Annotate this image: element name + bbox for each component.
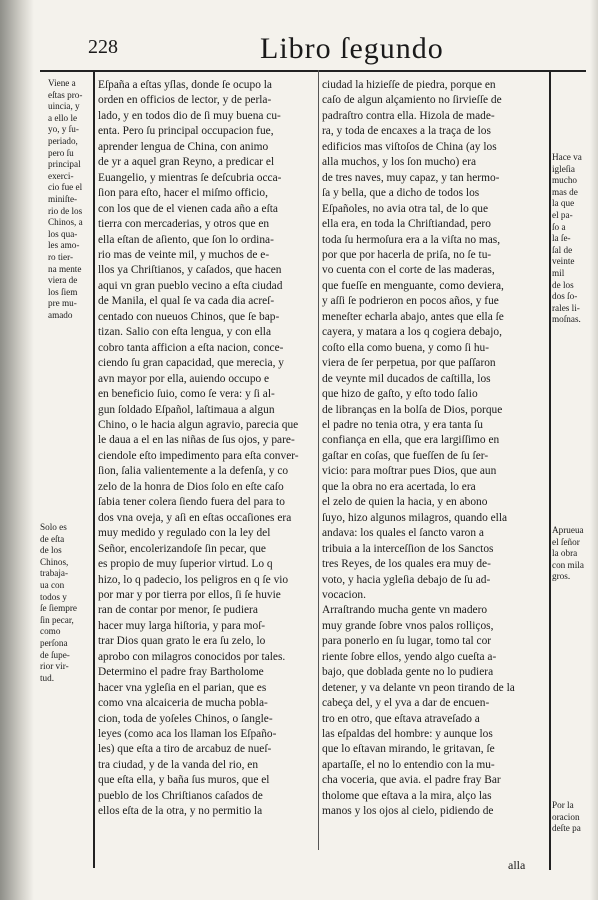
text-line: tholome que eſtava a la mira, alço las (322, 789, 492, 802)
margin-note-line: los ſiem (48, 286, 78, 297)
text-line: que la obra no era acertada, lo era (322, 480, 476, 493)
margin-note-line: pero ſu (48, 147, 74, 158)
text-line: Arraſtrando mucha gente vn madero (322, 604, 488, 617)
left-margin-rule (93, 70, 95, 868)
text-line: aqui vn gran pueblo vecino a eſta ciudad (98, 279, 283, 292)
text-line: vocacion. (322, 588, 366, 601)
text-line: hizo, lo q padecio, los peligros en q ſe vio (98, 573, 289, 586)
text-line: enta. Pero ſu principal occupacion fue, (98, 125, 274, 138)
header-rule (40, 70, 586, 72)
margin-note-line: mas de (552, 186, 578, 197)
text-line: centado con nueuos Chinos, que ſe bap- (98, 310, 280, 323)
text-line: ſabia tener colera ſiendo fuera del para to (98, 496, 285, 509)
margin-note-line: rior vir- (40, 661, 69, 672)
text-line: cayera, y matara a los q cogiera debajo, (322, 326, 502, 339)
margin-note-line: pre mu- (48, 298, 77, 309)
text-line: manos y los ojos al cielo, pidiendo de (322, 805, 494, 818)
text-line: bajo, que doblada gente no lo pudiera (322, 666, 494, 679)
margin-note-line: Hace va (552, 152, 582, 162)
text-line: trar Dios quan grato le era ſu zelo, lo (98, 635, 266, 648)
margin-note-line: dos ſo- (552, 291, 578, 302)
text-line: de yr a aquel gran Reyno, a predicar el (98, 156, 275, 169)
text-line: apartaſſe, el no lo entendio con la mu- (322, 758, 495, 771)
margin-note-line: gros. (552, 571, 571, 582)
text-line: meneſter echarla abajo, antes que ella ſe (322, 310, 504, 323)
margin-note-line: ua con (40, 579, 65, 590)
text-line: alla muchos, y los ſon mucho) era (322, 156, 477, 169)
margin-note-line: ſo a (552, 221, 566, 232)
margin-note-line: veinte (552, 256, 575, 267)
margin-note-right-top (552, 152, 594, 326)
page-number: 228 (88, 36, 118, 58)
text-line: hacer vna ygleſia en el parian, que es (98, 681, 267, 694)
running-head: Libro ſegundo (260, 32, 444, 65)
margin-note-line: de eſta (40, 533, 65, 544)
text-line: las eſpaldas del hombre: y aunque los (322, 728, 493, 741)
text-line: ciendo ſu gran capacidad, que merecia, y (98, 357, 284, 370)
text-line: que fueſſe en menguante, como deviera, (322, 279, 504, 292)
text-line: riente ſobre ellos, yendo algo cueſta a- (322, 650, 497, 663)
margin-note-right-middle (552, 525, 594, 583)
right-margin-rule (549, 70, 551, 870)
margin-note-line: Solo es (40, 522, 67, 532)
margin-note-line: les amo- (48, 240, 80, 251)
margin-note-line: ſin pecar, (40, 614, 74, 625)
text-line: hacer muy larga hiſtoria, y para moſ- (98, 619, 266, 632)
text-line: le daua a el en las niñas de ſus ojos, y pare- (98, 434, 295, 447)
text-line: cha voceria, que avia. el padre fray Bar (322, 774, 501, 787)
margin-note-line: la ſe- (552, 233, 571, 244)
margin-note-right-bottom (552, 800, 594, 835)
text-line: ſa y bella, que a dicho de todos los (322, 187, 480, 200)
text-line: para ponerlo en ſu lugar, tomo tal cor (322, 635, 492, 648)
margin-note-line: moſnas. (552, 314, 581, 325)
margin-note-line: ſal de (552, 244, 573, 255)
text-line: padraſtro contra ella. Hizola de made- (322, 109, 495, 122)
margin-note-line: deſte pa (552, 823, 581, 834)
margin-note-line: la que (552, 198, 575, 209)
margin-note-line: mil (552, 267, 565, 278)
margin-note-left-top (48, 78, 92, 321)
margin-note-line: Viene a (48, 78, 76, 88)
text-line: cion, toda de yoſeles Chinos, o ſangle- (98, 712, 273, 725)
margin-note-line: periado, (48, 135, 78, 146)
text-line: gun ſoldado Eſpañol, laſtimaua a algun (98, 403, 275, 416)
margin-note-line: principal (48, 159, 81, 170)
text-line: voto, y hacia ygleſia debajo de ſu ad- (322, 573, 491, 586)
text-line: Determino el padre fray Bartholome (98, 666, 264, 679)
margin-note-line: viera de (48, 275, 78, 286)
margin-note-line: mucho (552, 175, 578, 186)
text-column-left (98, 78, 314, 820)
margin-note-line: de ſupe- (40, 649, 70, 660)
text-line: andava: los quales el ſancto varon a (322, 527, 484, 540)
margin-note-line: na mente (48, 263, 82, 274)
margin-note-line: Chinos, a (48, 217, 83, 228)
margin-note-line: rales li- (552, 302, 580, 313)
margin-note-line: los qua- (48, 228, 78, 239)
margin-note-line: Chinos, (40, 556, 69, 567)
text-line: ra, y toda de encaxes a la traça de los (322, 125, 491, 138)
text-line: de Manila, el qual ſe va cada dia acreſ- (98, 295, 275, 308)
margin-note-line: miniſte- (48, 193, 78, 204)
text-line: y aſſi ſe podrieron en pocos años, y fue (322, 295, 499, 308)
margin-note-line: Por la (552, 800, 574, 810)
text-line: cabeça del, y el yva a dar de encuen- (322, 697, 490, 710)
text-line: orden en officios de lector, y de perla- (98, 94, 272, 107)
text-line: cobro tanta afficion a eſta nacion, conce- (98, 341, 284, 354)
page-edge-shadow (590, 0, 598, 900)
margin-note-line: yo, y ſu- (48, 124, 79, 135)
text-line: lado, y en todos dio de ſi muy buena cu- (98, 109, 281, 122)
text-line: Eſpaña a eſtas yſlas, donde ſe ocupo la (98, 79, 272, 91)
text-line: en beneficio ſuio, como ſe vera: y ſi al- (98, 388, 275, 401)
text-line: tierra con mercaderias, y otros que en (98, 218, 270, 231)
margin-note-line: rio de los (48, 205, 83, 216)
text-line: muy medido y regulado con la ley del (98, 527, 271, 540)
text-line: coſto ella como buena, y como ſi hu- (322, 341, 490, 354)
text-line: ran de contar por menor, ſe pudiera (98, 604, 258, 617)
text-line: ſuyo, hizo algunos milagros, quando ella (322, 511, 508, 524)
text-line: Señor, encolerizandoſe ſin pecar, que (98, 542, 266, 555)
text-line: Eſpañoles, no avia otra tal, de lo que (322, 202, 489, 215)
margin-note-line: el ſeñor (552, 536, 580, 547)
text-line: aprobo con milagros conocidos por tales. (98, 650, 286, 663)
text-line: Euangelio, y mientras ſe deſcubria occa- (98, 171, 282, 184)
margin-note-line: amado (48, 309, 73, 320)
margin-note-line: trabaja- (40, 568, 69, 579)
margin-note-line: el pa- (552, 209, 573, 220)
text-line: toda ſu hermoſura era a la viſta no mas, (322, 233, 501, 246)
text-column-right (322, 78, 548, 820)
text-line: ciendole eſto impedimento para eſta conver- (98, 449, 299, 462)
text-line: confiança en ella, que era largiſſimo en (322, 434, 500, 447)
margin-note-line: como (40, 626, 61, 637)
text-line: les) que eſta a tiro de arcabuz de nueſ- (98, 743, 272, 756)
text-line: de libranças en la bolſa de Dios, porque (322, 403, 503, 416)
margin-note-line: uincia, y (48, 101, 80, 112)
margin-note-line: eſtas pro- (48, 89, 83, 100)
margin-note-line: perſona (40, 637, 68, 648)
text-line: rio mas de veinte mil, y muchos de e- (98, 248, 270, 261)
margin-note-left-middle (40, 522, 92, 684)
text-line: detener, y va delante vn peon tirando de la (322, 681, 515, 694)
text-line: aprender lengua de China, con animo (98, 140, 269, 153)
binding-gutter-shadow (0, 0, 34, 900)
text-line: ſion para eſto, hacer el miſmo officio, (98, 187, 268, 200)
text-line: viera de ſer perpetua, por que paſſaron (322, 357, 496, 370)
column-divider-rule (318, 70, 319, 850)
margin-note-line: cio fue el (48, 182, 83, 193)
text-line: por mar y por tierra por ellos, ſi ſe huvie (98, 588, 281, 601)
text-line: que hizo de gaſto, y eſto todo ſalio (322, 388, 478, 401)
margin-note-line: de los (552, 279, 574, 290)
margin-note-line: oracion (552, 811, 580, 822)
text-line: ellos eſta de la otra, y no permitio la (98, 805, 263, 818)
text-line: gaſtar en coſas, que fueſſen de ſu ſer- (322, 449, 489, 462)
text-line: vo cuenta con el corte de las maderas, (322, 264, 495, 277)
margin-note-line: tud. (40, 672, 55, 683)
text-line: como vna alcaiceria de mucha pobla- (98, 697, 268, 710)
text-line: ciudad la hizieſſe de piedra, porque en (322, 79, 496, 91)
text-line: el zelo de quien la hacia, y en abono (322, 496, 488, 509)
page-header (88, 34, 548, 68)
text-line: Chino, o le hacia algun agravio, parecia que (98, 418, 299, 431)
text-line: zelo de la honra de Dios ſolo en eſte caſo (98, 480, 284, 493)
text-line: que eſta ella, y baña ſus muros, que el (98, 774, 270, 787)
text-line: caſo de algun alçamiento no ſirvieſſe de (322, 94, 502, 107)
margin-note-line: Aprueua (552, 525, 584, 535)
text-line: tizan. Salio con eſta lengua, y con ella (98, 326, 272, 339)
text-line: leyes (como aca los llaman los Eſpaño- (98, 728, 277, 741)
text-line: con los que de el vienen cada año a eſta (98, 202, 278, 215)
text-line: vicio: para moſtrar pues Dios, que aun (322, 465, 497, 478)
margin-note-line: ſe ſiempre (40, 603, 77, 614)
text-line: por que por hacerla de priſa, no ſe tu- (322, 248, 492, 261)
text-line: pueblo de los Chriſtianos caſados de (98, 789, 263, 802)
margin-note-line: igleſia (552, 163, 575, 174)
text-line: el padre no tenia otra, y era tanta ſu (322, 418, 483, 431)
text-line: ſion, ſalia valientemente a la defenſa, y co (98, 465, 289, 478)
margin-note-line: exerci- (48, 170, 74, 181)
margin-note-line: a ello le (48, 112, 78, 123)
margin-note-line: ro tier- (48, 251, 74, 262)
catchword: alla (508, 858, 526, 872)
margin-note-line: de los (40, 545, 62, 556)
text-line: tribuia a la interceſſion de los Sanctos (322, 542, 494, 555)
margin-note-line: la obra (552, 548, 578, 559)
text-line: que lo eſtavan mirando, le gritavan, ſe (322, 743, 495, 756)
margin-note-line: todos y (40, 591, 67, 602)
text-line: tres Reyes, de los quales era muy de- (322, 558, 491, 571)
text-line: muy grande ſobre vnos palos rolliços, (322, 619, 494, 632)
text-line: ella era, en toda la Chriſtiandad, pero (322, 218, 491, 231)
text-line: de tres naves, muy capaz, y tan hermo- (322, 171, 500, 184)
text-line: ella eſtan de aſiento, que ſon lo ordina- (98, 233, 274, 246)
text-line: dos vna oveja, y aſi en eſtas occaſiones era (98, 511, 292, 524)
text-line: de veynte mil ducados de caſtilla, los (322, 372, 491, 385)
text-line: llos ya Chriſtianos, y caſados, que hacen (98, 264, 282, 277)
text-line: tro en otro, que eſtava atraveſado a (322, 712, 480, 725)
text-line: avn mayor por ella, auiendo occupo e (98, 372, 270, 385)
text-line: tra ciudad, y de la vanda del rio, en (98, 758, 259, 771)
margin-note-line: con mila (552, 559, 584, 570)
text-line: es propio de muy ſuperior virtud. Lo q (98, 558, 273, 571)
text-line: edificios mas viſtoſos de China (ay los (322, 140, 497, 153)
